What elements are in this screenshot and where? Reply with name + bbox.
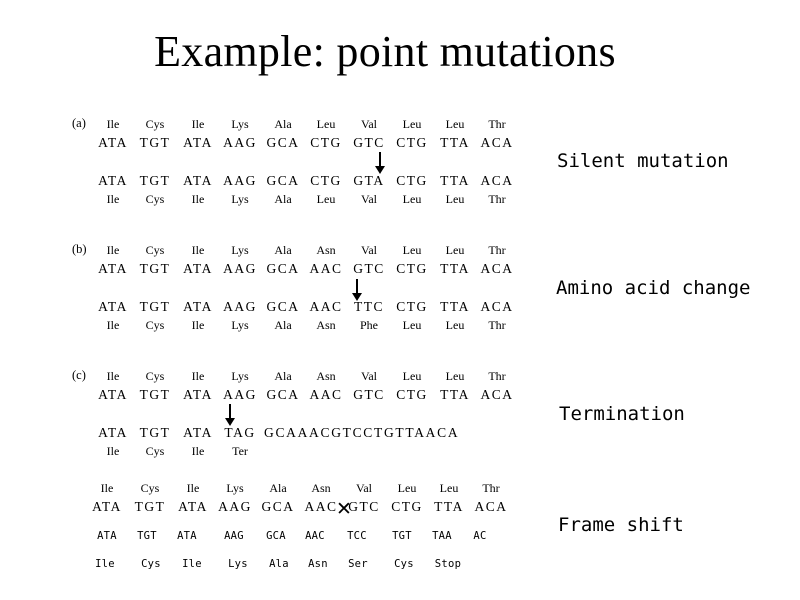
codon-row-original: [0, 261, 560, 279]
codon: GTC: [348, 499, 380, 514]
codon: AAG: [223, 261, 257, 276]
codon: AAG: [223, 387, 257, 402]
codon: ACA: [480, 299, 514, 314]
amino-acid: Ala: [274, 117, 292, 131]
codon-row-original: [0, 387, 560, 405]
amino-acid: Ile: [191, 117, 205, 131]
amino-acid: Cys: [140, 481, 160, 495]
amino-acid: Cys: [145, 192, 165, 206]
codon-row-mutated: [0, 173, 560, 191]
codon-row-shifted: [0, 530, 560, 548]
codon: ATA: [183, 425, 213, 440]
codon: ACA: [480, 261, 514, 276]
amino-acid: Val: [361, 243, 377, 257]
amino-acid: Leu: [439, 481, 459, 495]
codon: TAA: [432, 530, 452, 542]
codon-row-mutated: [0, 299, 560, 317]
codon: ATA: [177, 530, 197, 542]
codon: ACA: [480, 387, 514, 402]
codon: GCA: [266, 387, 300, 402]
amino-acid: Ile: [182, 558, 202, 570]
amino-acid: Ile: [106, 243, 120, 257]
amino-acid: Ile: [106, 318, 120, 332]
codon: GTC: [353, 387, 385, 402]
amino-acid: Leu: [316, 117, 336, 131]
codon: CTG: [396, 173, 428, 188]
amino-acid: Ile: [100, 481, 114, 495]
amino-acid: Ala: [274, 318, 292, 332]
amino-acid: Ala: [274, 243, 292, 257]
codon: ATA: [98, 299, 128, 314]
amino-acid: Leu: [402, 369, 422, 383]
amino-acid: Lys: [228, 558, 248, 570]
amino-acid-row-original: [0, 369, 560, 387]
codon: ATA: [183, 387, 213, 402]
codon: TGT: [137, 530, 157, 542]
amino-acid: Lys: [231, 369, 249, 383]
codon: AAG: [218, 499, 252, 514]
codon: AC: [473, 530, 487, 542]
amino-acid: Leu: [402, 318, 422, 332]
codon: TGT: [139, 173, 171, 188]
codon: ACA: [480, 173, 514, 188]
codon: TGT: [139, 261, 171, 276]
mutation-type-label: Frame shift: [558, 514, 684, 536]
amino-acid: Ile: [106, 117, 120, 131]
mutation-type-label: Silent mutation: [557, 150, 729, 172]
amino-acid: Ile: [106, 369, 120, 383]
slide-title: Example: point mutations: [154, 27, 616, 76]
codon: TCC: [347, 530, 367, 542]
codon: TAG: [224, 425, 256, 440]
amino-acid: Leu: [402, 117, 422, 131]
amino-acid: Lys: [231, 117, 249, 131]
amino-acid: Cys: [141, 558, 161, 570]
amino-acid: Ter: [232, 444, 248, 458]
amino-acid: Ala: [274, 369, 292, 383]
amino-acid: Leu: [402, 192, 422, 206]
codon: ATA: [183, 135, 213, 150]
codon: TTA: [440, 387, 470, 402]
amino-acid: Leu: [397, 481, 417, 495]
amino-acid: Lys: [231, 318, 249, 332]
panel-label: (a): [72, 116, 86, 130]
amino-acid: Stop: [434, 558, 462, 570]
codon-row-mutated: [0, 425, 560, 443]
codon: AAC: [304, 499, 338, 514]
codon: AAG: [224, 530, 244, 542]
codon: TTA: [440, 299, 470, 314]
mutation-arrow: [374, 152, 386, 174]
amino-acid: Ile: [186, 481, 200, 495]
amino-acid-row-mutated: [0, 192, 560, 210]
codon: GTA: [353, 173, 385, 188]
codon: AAC: [309, 299, 343, 314]
codon: TTA: [434, 499, 464, 514]
amino-acid-row-shifted: [0, 558, 560, 576]
amino-acid: Ala: [274, 192, 292, 206]
amino-acid: Cys: [145, 444, 165, 458]
panel-label: (b): [72, 242, 87, 256]
amino-acid: Cys: [145, 369, 165, 383]
amino-acid: Ile: [106, 192, 120, 206]
codon: TTC: [354, 299, 384, 314]
amino-acid-row-original: [0, 243, 560, 261]
codon: ATA: [98, 387, 128, 402]
codon-row-original: [0, 135, 560, 153]
amino-acid: Leu: [445, 117, 465, 131]
amino-acid: Thr: [488, 318, 506, 332]
codon: GTC: [353, 261, 385, 276]
amino-acid: Asn: [311, 481, 331, 495]
amino-acid: Cys: [145, 318, 165, 332]
amino-acid-row-original: [0, 117, 560, 135]
amino-acid: Lys: [231, 243, 249, 257]
amino-acid: Val: [361, 117, 377, 131]
amino-acid: Thr: [488, 192, 506, 206]
codon: CTG: [310, 135, 342, 150]
codon: ATA: [92, 499, 122, 514]
codon-run-after-stop: GCAAACGTCCTGTTAACA: [264, 425, 460, 440]
codon: AAG: [223, 173, 257, 188]
codon: CTG: [396, 299, 428, 314]
codon: CTG: [391, 499, 423, 514]
amino-acid: Leu: [316, 192, 336, 206]
amino-acid: Ser: [348, 558, 368, 570]
amino-acid: Ile: [95, 558, 115, 570]
amino-acid: Leu: [402, 243, 422, 257]
codon: GCA: [266, 135, 300, 150]
codon: ATA: [183, 173, 213, 188]
amino-acid: Cys: [145, 243, 165, 257]
codon: TGT: [139, 425, 171, 440]
amino-acid: Ile: [106, 444, 120, 458]
amino-acid-row-original: [0, 481, 560, 499]
amino-acid: Leu: [445, 369, 465, 383]
codon: ATA: [98, 425, 128, 440]
codon: GCA: [266, 173, 300, 188]
amino-acid: Ile: [191, 369, 205, 383]
codon: AAG: [223, 299, 257, 314]
amino-acid: Ala: [269, 558, 289, 570]
codon: AAC: [305, 530, 325, 542]
codon: GTC: [353, 135, 385, 150]
amino-acid: Cys: [145, 117, 165, 131]
codon: TGT: [392, 530, 412, 542]
panel-label: (c): [72, 368, 86, 382]
codon: ATA: [183, 261, 213, 276]
mutation-arrow: [351, 279, 363, 301]
amino-acid: Val: [361, 192, 377, 206]
amino-acid: Val: [361, 369, 377, 383]
amino-acid: Ile: [191, 192, 205, 206]
mutation-type-label: Amino acid change: [556, 277, 751, 299]
codon: CTG: [396, 135, 428, 150]
codon: CTG: [310, 173, 342, 188]
amino-acid: Lys: [226, 481, 244, 495]
amino-acid: Phe: [360, 318, 378, 332]
amino-acid: Asn: [308, 558, 328, 570]
amino-acid: Thr: [488, 117, 506, 131]
codon: TTA: [440, 173, 470, 188]
amino-acid: Ile: [191, 318, 205, 332]
codon: ATA: [183, 299, 213, 314]
codon: ATA: [98, 261, 128, 276]
amino-acid: Lys: [231, 192, 249, 206]
codon: ATA: [98, 173, 128, 188]
codon: GCA: [266, 261, 300, 276]
amino-acid: Thr: [482, 481, 500, 495]
amino-acid-row-mutated: [0, 444, 560, 462]
amino-acid: Asn: [316, 369, 336, 383]
codon: TGT: [139, 299, 171, 314]
amino-acid: Leu: [445, 192, 465, 206]
amino-acid: Ile: [191, 444, 205, 458]
codon: TTA: [440, 135, 470, 150]
codon: TGT: [139, 135, 171, 150]
codon: ACA: [474, 499, 508, 514]
codon: CTG: [396, 387, 428, 402]
amino-acid: Asn: [316, 318, 336, 332]
codon: GCA: [266, 299, 300, 314]
codon: TTA: [440, 261, 470, 276]
codon: CTG: [396, 261, 428, 276]
amino-acid: Ala: [269, 481, 287, 495]
amino-acid: Ile: [191, 243, 205, 257]
codon: GCA: [261, 499, 295, 514]
amino-acid: Thr: [488, 369, 506, 383]
codon: GCA: [266, 530, 286, 542]
codon: ATA: [97, 530, 117, 542]
deletion-x-icon: ✕: [336, 498, 352, 520]
codon: ACA: [480, 135, 514, 150]
amino-acid: Leu: [445, 318, 465, 332]
codon: TGT: [134, 499, 166, 514]
codon: ATA: [98, 135, 128, 150]
amino-acid: Cys: [394, 558, 414, 570]
mutation-type-label: Termination: [559, 403, 685, 425]
mutation-arrow: [224, 404, 236, 426]
codon: ATA: [178, 499, 208, 514]
codon: AAG: [223, 135, 257, 150]
amino-acid: Val: [356, 481, 372, 495]
codon-row-original: [0, 498, 560, 520]
codon: AAC: [309, 261, 343, 276]
amino-acid: Thr: [488, 243, 506, 257]
amino-acid-row-mutated: [0, 318, 560, 336]
codon: TGT: [139, 387, 171, 402]
amino-acid: Asn: [316, 243, 336, 257]
amino-acid: Leu: [445, 243, 465, 257]
codon: AAC: [309, 387, 343, 402]
